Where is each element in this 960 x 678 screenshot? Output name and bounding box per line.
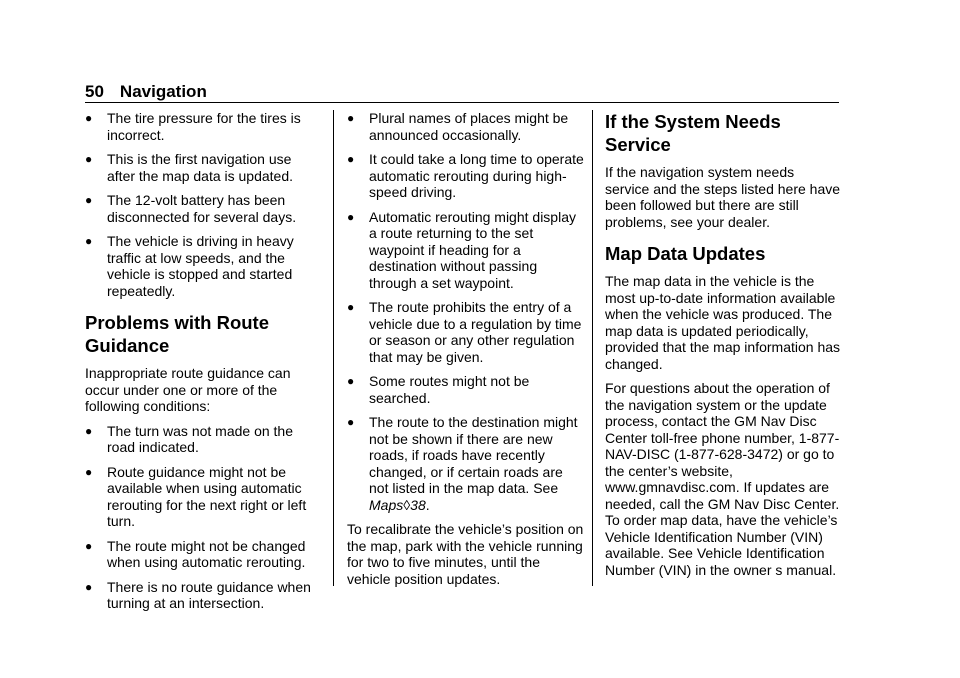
bullet-list	[85, 110, 323, 299]
bullet-icon: ●	[347, 209, 355, 224]
column-3	[605, 110, 841, 586]
column-2	[347, 110, 585, 595]
page-reference[interactable]: 38	[410, 496, 426, 513]
list-item: ● Plural names of places might be announced occasionally.	[347, 110, 569, 143]
list-item: ● Automatic rerouting might display a route returning to the set waypoint if heading for a destination without passing through a set waypoint.	[347, 208, 576, 291]
bullet-icon: ●	[85, 579, 93, 594]
section-heading: Problems with Route Guidance	[85, 312, 269, 356]
section-title: Navigation	[119, 82, 207, 101]
bullet-list	[85, 423, 323, 612]
bullet-icon: ●	[85, 538, 93, 553]
paragraph: If the navigation system needs service and the steps listed here have been followed but there are still problems, see your dealer.	[605, 164, 841, 230]
list-item: ● The 12-volt battery has been disconnected for several days.	[85, 192, 297, 225]
list-item: ● This is the first navigation use after the map data is updated.	[85, 151, 294, 184]
list-item: ● It could take a long time to operate automatic rerouting during high-speed driving.	[347, 151, 584, 200]
list-item: ● The tire pressure for the tires is incorrect.	[85, 110, 301, 143]
bullet-icon: ●	[85, 152, 93, 166]
bullet-icon: ●	[85, 193, 93, 207]
column-1	[85, 110, 323, 620]
column-divider	[333, 110, 334, 586]
page-header	[85, 82, 839, 103]
page-number: 50	[85, 82, 104, 101]
list-item: ● Some routes might not be searched.	[347, 373, 530, 406]
bullet-icon: ●	[347, 374, 355, 388]
maps-reference-link[interactable]: Maps	[369, 496, 404, 513]
list-item: ● The route might not be changed when using automatic rerouting.	[85, 537, 306, 570]
list-item: ● The vehicle is driving in heavy traffic at low speeds, and the vehicle is stopped and started repeatedly.	[85, 233, 294, 299]
list-item: ● The turn was not made on the road indicated.	[85, 422, 293, 455]
list-item: ● Route guidance might not be available when using automatic rerouting for the next right or left turn.	[85, 463, 307, 529]
bullet-icon: ●	[347, 415, 355, 429]
list-item: ● The route prohibits the entry of a vehicle due to a regulation by time or season or any other regulation that may be given.	[347, 299, 582, 365]
list-item: ● There is no route guidance when turning at an intersection.	[85, 578, 311, 611]
bullet-icon: ●	[85, 111, 93, 125]
paragraph: For questions about the operation of the navigation system or the update process, contact the GM Nav Disc Center toll-free phone number, 1-877-NAV-DISC (1-877-628-3472) or go to the center’s website, www.gmnavdisc.com. If updates are needed, call the GM Nav Disc Center. To order map data, have the vehicle’s Vehicle Identification Number (VIN) available. See Vehicle Identification Number (VIN) in the owner s manual.	[605, 380, 840, 578]
paragraph: To recalibrate the vehicle’s position on the map, park with the vehicle running for two to five minutes, until the vehicle position updates.	[347, 521, 584, 587]
section-heading: If the System Needs Service	[605, 111, 781, 155]
page-ref-arrow-icon: ◊	[403, 496, 411, 513]
paragraph: Inappropriate route guidance can occur under one or more of the following conditions:	[85, 365, 291, 414]
section-heading: Map Data Updates	[605, 243, 766, 264]
bullet-icon: ●	[347, 111, 355, 125]
bullet-icon: ●	[347, 300, 355, 314]
bullet-list	[347, 110, 585, 513]
paragraph: The map data in the vehicle is the most up-to-date information available when the vehicle was produced. The map data is updated periodically, provided that the map information has changed.	[605, 273, 841, 372]
list-item: ● The route to the destination might not be shown if there are new roads, if roads have recently changed, or if certain roads are not listed in the map data. See Maps◊38.	[347, 414, 578, 513]
column-divider	[592, 110, 593, 586]
bullet-icon: ●	[347, 152, 355, 166]
bullet-icon: ●	[85, 423, 93, 438]
bullet-icon: ●	[85, 464, 93, 479]
bullet-icon: ●	[85, 234, 93, 248]
